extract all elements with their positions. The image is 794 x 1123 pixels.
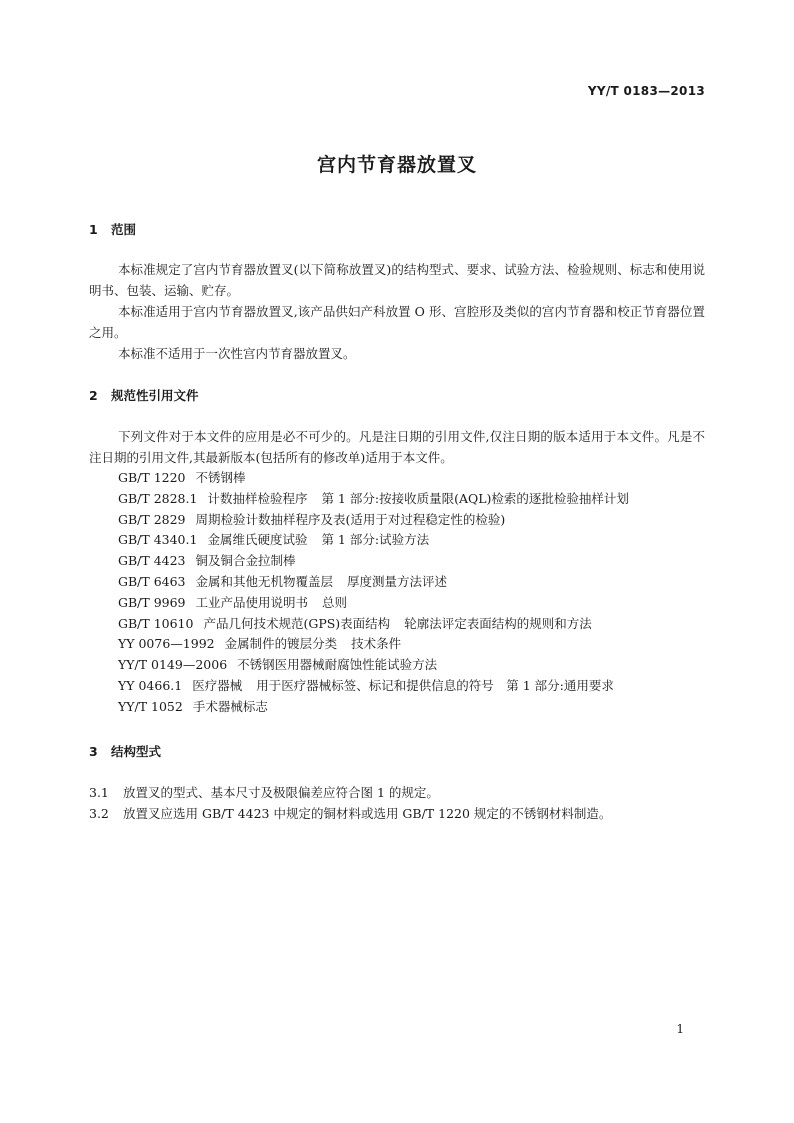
section-2-heading [89,386,199,404]
section-number: 1 [89,222,98,237]
section-3-heading [89,742,161,760]
reference-code: GB/T 9969 [118,594,186,610]
reference-part: 用于医疗器械标签、标记和提供信息的符号 第 1 部分:通用要求 [256,677,614,693]
reference-code: YY 0076—1992 [118,636,215,652]
reference-item [118,614,629,635]
reference-title: 铜及铜合金拉制棒 [195,553,296,569]
reference-item [118,551,629,572]
reference-code: YY 0466.1 [118,677,183,693]
section-number: 3 [89,744,98,759]
document-title: 宫内节育器放置叉 [316,154,477,176]
reference-title: 手术器械标志 [192,698,268,714]
references-intro: 下列文件对于本文件的应用是必不可少的。凡是注日期的引用文件,仅注日期的版本适用于本文件。凡是不注日期的引用文件,其最新版本(包括所有的修改单)适用于本文件。 [89,429,705,465]
reference-item [118,572,629,593]
reference-title: 金属维氏硬度试验 [207,532,308,548]
scope-paragraph-2: 本标准适用于宫内节育器放置叉,该产品供妇产科放置 O 形、宫腔形及类似的宫内节育器和校正节育器位置之用。 [89,304,705,340]
section-number: 2 [89,388,98,403]
reference-part: 轮廓法评定表面结构的规则和方法 [404,615,592,631]
reference-title: 计数抽样检验程序 [207,490,308,506]
reference-part: 第 1 部分:按接收质量限(AQL)检索的逐批检验抽样计划 [321,490,629,506]
reference-item [118,489,629,510]
reference-title: 不锈钢棒 [195,470,246,485]
scope-paragraph-1: 本标准规定了宫内节育器放置叉(以下简称放置叉)的结构型式、要求、试验方法、检验规则、标志和使用说明书、包装、运输、贮存。 [89,262,705,298]
section-title: 结构型式 [111,744,162,759]
reference-item [118,697,629,718]
reference-title: 医疗器械 [192,677,243,693]
reference-list [118,468,629,718]
reference-part: 总则 [322,594,348,610]
reference-code: GB/T 2829 [118,511,186,527]
section-title: 规范性引用文件 [111,388,199,403]
reference-item [118,634,629,655]
reference-part: 厚度测量方法评述 [347,573,448,589]
clause-number: 3.2 [89,806,109,821]
reference-part: 技术条件 [351,636,402,652]
reference-item [118,676,629,697]
reference-code: GB/T 1220 [118,470,186,485]
reference-code: GB/T 2828.1 [118,490,198,506]
section-1-heading [89,220,136,238]
reference-part: 第 1 部分:试验方法 [321,532,430,548]
reference-title: 工业产品使用说明书 [195,594,309,610]
scope-paragraph-3: 本标准不适用于一次性宫内节育器放置叉。 [118,346,356,361]
reference-item [118,655,629,676]
reference-code: GB/T 4423 [118,553,186,569]
reference-title: 不锈钢医用器械耐腐蚀性能试验方法 [237,657,438,673]
clause-text: 放置叉应选用 GB/T 4423 中规定的铜材料或选用 GB/T 1220 规定的不锈钢材料制造。 [123,806,612,821]
clause-3-1 [89,783,439,801]
section-title: 范围 [111,222,137,237]
reference-item [118,510,629,531]
clause-3-2 [89,804,611,822]
clause-text: 放置叉的型式、基本尺寸及极限偏差应符合图 1 的规定。 [123,785,439,800]
reference-item [118,530,629,551]
reference-code: GB/T 6463 [118,573,186,589]
reference-code: YY/T 1052 [118,698,183,714]
reference-item [118,593,629,614]
reference-title: 产品几何技术规范(GPS)表面结构 [203,615,391,631]
reference-code: GB/T 10610 [118,615,194,631]
clause-number: 3.1 [89,785,109,800]
reference-title: 金属制件的镀层分类 [224,636,338,652]
standard-code: YY/T 0183—2013 [587,84,705,98]
reference-code: YY/T 0149—2006 [118,657,228,673]
reference-code: GB/T 4340.1 [118,532,198,548]
reference-title: 金属和其他无机物覆盖层 [195,573,334,589]
reference-title: 周期检验计数抽样程序及表(适用于对过程稳定性的检验) [195,511,506,527]
reference-item [118,468,629,489]
page-number: 1 [676,1022,684,1036]
